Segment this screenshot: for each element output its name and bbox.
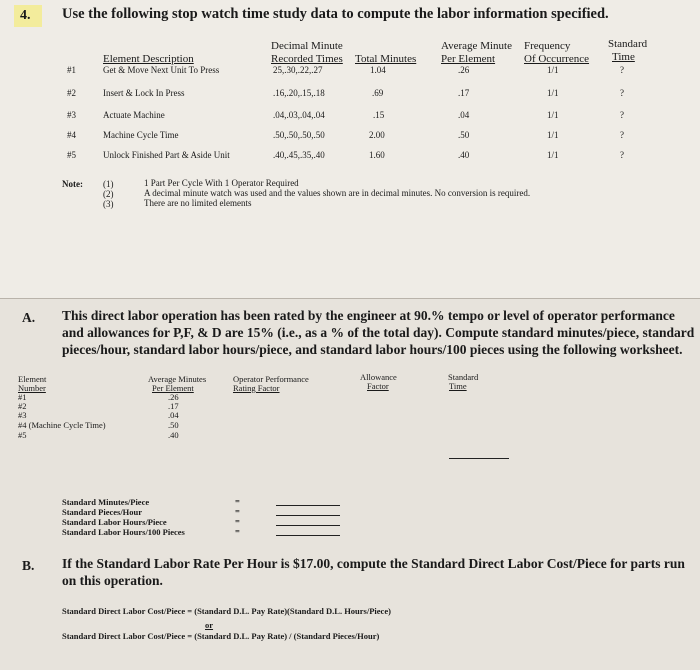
formula-or: or — [205, 620, 214, 630]
header-average-minute: Average Minute — [441, 40, 512, 52]
ws-row2-average: .17 — [168, 401, 179, 411]
ws-row4-number: #4 (Machine Cycle Time) — [18, 420, 106, 430]
page-divider — [0, 298, 700, 299]
header-recorded-times: Recorded Times — [271, 53, 343, 65]
header-element-description: Element Description — [103, 53, 194, 65]
note1-text: 1 Part Per Cycle With 1 Operator Required — [144, 178, 299, 188]
notes-label: Note: — [62, 179, 83, 189]
row1-average: .26 — [458, 65, 470, 75]
row5-number: #5 — [67, 150, 76, 160]
header-time: Time — [612, 51, 635, 63]
ws-row3-average: .04 — [168, 410, 179, 420]
ws-row2-number: #2 — [18, 401, 27, 411]
result-eq-4: = — [235, 526, 240, 536]
ws-header-rating-factor: Rating Factor — [233, 383, 280, 393]
note3-number: (3) — [103, 199, 114, 209]
answer-blank-labor-hours-100[interactable] — [276, 535, 340, 536]
result-labor-hours-piece-label: Standard Labor Hours/Piece — [62, 517, 167, 527]
row2-standard: ? — [620, 88, 624, 98]
result-eq-1: = — [235, 496, 240, 506]
header-total-minutes: Total Minutes — [355, 53, 417, 65]
note2-text: A decimal minute watch was used and the values shown are in decimal minutes. No conversion is required. — [144, 188, 531, 198]
part-b-label: B. — [22, 558, 35, 573]
problem-data-panel — [0, 0, 700, 298]
row3-description: Actuate Machine — [103, 110, 165, 120]
row1-standard: ? — [620, 65, 624, 75]
row5-frequency: 1/1 — [547, 150, 559, 160]
answer-blank-std-pieces-hour[interactable] — [276, 515, 340, 516]
ws-row4-average: .50 — [168, 420, 179, 430]
result-std-pieces-hour-label: Standard Pieces/Hour — [62, 507, 143, 517]
ws-row1-number: #1 — [18, 392, 27, 402]
row3-standard: ? — [620, 110, 624, 120]
ws-header-standard: Standard — [448, 372, 479, 382]
result-std-minutes-piece-label: Standard Minutes/Piece — [62, 497, 150, 507]
ws-row3-number: #3 — [18, 410, 27, 420]
row4-number: #4 — [67, 130, 76, 140]
row5-standard: ? — [620, 150, 624, 160]
row5-times: .40,.45,.35,.40 — [273, 150, 325, 160]
row2-frequency: 1/1 — [547, 88, 559, 98]
ws-header-factor: Factor — [367, 381, 389, 391]
header-frequency: Frequency — [524, 40, 571, 52]
question-text: Use the following stop watch time study data to compute the labor information specified. — [62, 6, 609, 22]
ws-header-per-element: Per Element — [152, 383, 194, 393]
row4-average: .50 — [458, 130, 470, 140]
part-a-text: This direct labor operation has been rated by the engineer at 90.% tempo or level of operator performance and allowances for P,F, & D are 15% (i.e., as a % of the total day). Compute standard minutes/piece, standard pieces/hour, standard labor hours/piece, and standard labor hours/100 pieces using the following worksheet. — [62, 308, 695, 357]
row3-average: .04 — [458, 110, 470, 120]
row4-standard: ? — [620, 130, 624, 140]
ws-header-allowance: Allowance — [360, 372, 397, 382]
note2-number: (2) — [103, 189, 114, 199]
header-of-occurrence: Of Occurrence — [524, 53, 590, 65]
row1-frequency: 1/1 — [547, 65, 559, 75]
row2-times: .16,.20,.15,.18 — [273, 88, 325, 98]
question-number: 4. — [14, 5, 42, 27]
ws-row1-average: .26 — [168, 392, 179, 402]
row1-times: 25,.30,.22,.27 — [273, 65, 323, 75]
note1-number: (1) — [103, 179, 114, 189]
row3-total: .15 — [373, 110, 385, 120]
row4-total: 2.00 — [369, 130, 385, 140]
ws-header-element: Element — [18, 374, 47, 384]
part-b-text: If the Standard Labor Rate Per Hour is $17.00, compute the Standard Direct Labor Cost/Piece for parts run on this operation. — [62, 556, 685, 588]
result-labor-hours-100-label: Standard Labor Hours/100 Pieces — [62, 527, 185, 537]
ws-header-number: Number — [18, 383, 46, 393]
row1-total: 1.04 — [370, 65, 386, 75]
ws-header-operator-performance: Operator Performance — [233, 374, 309, 384]
row3-frequency: 1/1 — [547, 110, 559, 120]
row3-number: #3 — [67, 110, 76, 120]
row3-times: .04,.03,.04,.04 — [273, 110, 325, 120]
row2-average: .17 — [458, 88, 470, 98]
row2-total: .69 — [372, 88, 384, 98]
row5-total: 1.60 — [369, 150, 385, 160]
row1-description: Get & Move Next Unit To Press — [103, 65, 220, 75]
formula-cost-per-piece-by-pieces: Standard Direct Labor Cost/Piece = (Standard D.L. Pay Rate) / (Standard Pieces/Hour) — [62, 631, 380, 641]
ws-row5-number: #5 — [18, 430, 27, 440]
row5-description: Unlock Finished Part & Aside Unit — [103, 150, 230, 160]
row4-times: .50,.50,.50,.50 — [273, 130, 325, 140]
total-standard-time-blank — [449, 458, 509, 459]
note3-text: There are no limited elements — [144, 198, 252, 208]
row4-frequency: 1/1 — [547, 130, 559, 140]
header-per-element: Per Element — [441, 53, 496, 65]
answer-blank-labor-hours-piece[interactable] — [276, 525, 340, 526]
ws-row5-average: .40 — [168, 430, 179, 440]
ws-header-average-minutes: Average Minutes — [148, 374, 207, 384]
header-decimal-minute: Decimal Minute — [271, 40, 343, 52]
answer-blank-std-minutes-piece[interactable] — [276, 505, 340, 506]
ws-header-time: Time — [449, 381, 467, 391]
formula-cost-per-piece-by-hours: Standard Direct Labor Cost/Piece = (Standard D.L. Pay Rate)(Standard D.L. Hours/Piece) — [62, 606, 391, 616]
row1-number: #1 — [67, 65, 76, 75]
part-a-label: A. — [22, 310, 36, 325]
row2-number: #2 — [67, 88, 76, 98]
row4-description: Machine Cycle Time — [103, 130, 179, 140]
result-eq-3: = — [235, 516, 240, 526]
header-standard: Standard — [608, 38, 648, 50]
result-eq-2: = — [235, 506, 240, 516]
row2-description: Insert & Lock In Press — [103, 88, 185, 98]
row5-average: .40 — [458, 150, 470, 160]
